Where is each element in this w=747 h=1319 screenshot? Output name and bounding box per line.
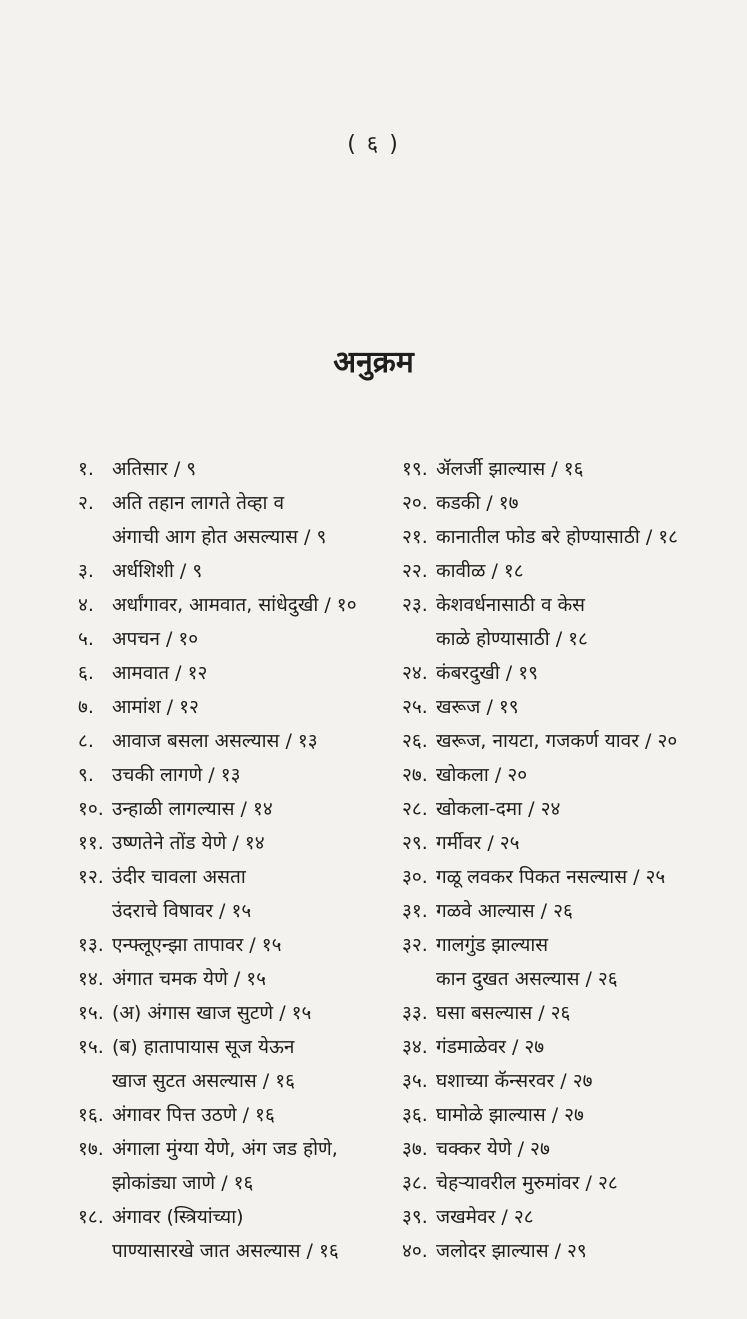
entry-text: काळे होण्यासाठी / १८ [436, 628, 588, 650]
contents-entry [402, 996, 742, 1030]
contents-entry [78, 1200, 398, 1234]
contents-entry [78, 1030, 398, 1064]
entry-number: १८. [78, 1206, 104, 1228]
entry-number: ३७. [402, 1138, 428, 1160]
contents-entry [402, 826, 742, 860]
entry-number: १२. [78, 866, 104, 888]
entry-text: अर्धशिशी / ९ [112, 560, 203, 582]
entry-number: २३. [402, 594, 428, 616]
contents-entry-continuation [402, 962, 742, 996]
entry-text: खाज सुटत असल्यास / १६ [112, 1070, 295, 1092]
entry-number: ७. [78, 696, 94, 718]
contents-entry-continuation [402, 622, 742, 656]
entry-number: ३२. [402, 934, 428, 956]
contents-entry [402, 452, 742, 486]
entry-number: २९. [402, 832, 428, 854]
contents-entry [402, 894, 742, 928]
entry-text: घामोळे झाल्यास / २७ [436, 1104, 584, 1126]
entry-text: कान दुखत असल्यास / २६ [436, 968, 618, 990]
entry-number: २७. [402, 764, 428, 786]
contents-right-column [402, 452, 742, 1268]
entry-text: आवाज बसला असल्यास / १३ [112, 730, 318, 752]
entry-number: २०. [402, 492, 428, 514]
entry-number: २. [78, 492, 94, 514]
entry-number: ३५. [402, 1070, 428, 1092]
entry-text: घसा बसल्यास / २६ [436, 1002, 571, 1024]
entry-text: आमवात / १२ [112, 662, 208, 684]
contents-entry [402, 758, 742, 792]
entry-text: (अ) अंगास खाज सुटणे / १५ [112, 1002, 312, 1024]
contents-entry [78, 452, 398, 486]
entry-number: १. [78, 458, 94, 480]
entry-number: २१. [402, 526, 428, 548]
contents-entry [402, 792, 742, 826]
entry-text: घशाच्या कॅन्सरवर / २७ [436, 1070, 593, 1092]
entry-number: ४०. [402, 1240, 428, 1262]
entry-text: अपचन / १० [112, 628, 199, 650]
entry-number: ११. [78, 832, 104, 854]
entry-text: एन्फ्लूएन्झा तापावर / १५ [112, 934, 282, 956]
entry-number: ३९. [402, 1206, 428, 1228]
contents-entry-continuation [78, 894, 398, 928]
contents-entry [78, 724, 398, 758]
entry-text: केशवर्धनासाठी व केस [436, 594, 586, 616]
entry-text: अंगात चमक येणे / १५ [112, 968, 267, 990]
entry-text: चक्कर येणे / २७ [436, 1138, 550, 1160]
entry-text: उष्णतेने तोंड येणे / १४ [112, 832, 265, 854]
entry-text: उंदराचे विषावर / १५ [112, 900, 252, 922]
entry-text: कावीळ / १८ [436, 560, 524, 582]
entry-number: १७. [78, 1138, 104, 1160]
contents-entry [402, 1234, 742, 1268]
contents-entry [402, 554, 742, 588]
contents-entry [78, 588, 398, 622]
entry-number: १३. [78, 934, 104, 956]
contents-entry-continuation [78, 1234, 398, 1268]
entry-text: अंगावर पित्त उठणे / १६ [112, 1104, 275, 1126]
entry-number: २२. [402, 560, 428, 582]
entry-text: अंगाची आग होत असल्यास / ९ [112, 526, 327, 548]
entry-number: २५. [402, 696, 428, 718]
entry-text: अतिसार / ९ [112, 458, 197, 480]
entry-number: २६. [402, 730, 428, 752]
entry-text: खरूज, नायटा, गजकर्ण यावर / २० [436, 730, 678, 752]
page-number: ( ६ ) [347, 132, 400, 157]
entry-text: गंडमाळेवर / २७ [436, 1036, 545, 1058]
entry-text: (ब) हातापायास सूज येऊन [112, 1036, 295, 1058]
entry-number: २४. [402, 662, 428, 684]
entry-text: ॲलर्जी झाल्यास / १६ [436, 458, 584, 480]
entry-text: कानातील फोड बरे होण्यासाठी / १८ [436, 526, 679, 548]
contents-entry [78, 928, 398, 962]
entry-text: कंबरदुखी / १९ [436, 662, 539, 684]
entry-number: ८. [78, 730, 94, 752]
entry-text: खोकला-दमा / २४ [436, 798, 561, 820]
entry-text: अंगावर (स्त्रियांच्या) [112, 1206, 244, 1228]
entry-number: ३६. [402, 1104, 428, 1126]
entry-number: १५. [78, 1036, 104, 1058]
contents-entry [78, 690, 398, 724]
entry-text: झोकांड्या जाणे / १६ [112, 1172, 254, 1194]
contents-entry [402, 928, 742, 962]
contents-entry [78, 554, 398, 588]
contents-entry [402, 486, 742, 520]
entry-text: गळू लवकर पिकत नसल्यास / २५ [436, 866, 666, 888]
entry-number: १६. [78, 1104, 104, 1126]
entry-number: ३. [78, 560, 94, 582]
entry-number: ३०. [402, 866, 428, 888]
entry-number: १५. [78, 1002, 104, 1024]
entry-number: २८. [402, 798, 428, 820]
entry-text: गळवे आल्यास / २६ [436, 900, 573, 922]
contents-entry [402, 588, 742, 622]
contents-entry [78, 758, 398, 792]
entry-text: अर्धांगावर, आमवात, सांधेदुखी / १० [112, 594, 357, 616]
contents-entry-continuation [78, 1166, 398, 1200]
contents-entry [402, 1064, 742, 1098]
entry-number: ३४. [402, 1036, 428, 1058]
contents-entry [78, 486, 398, 520]
contents-entry [78, 792, 398, 826]
entry-text: अति तहान लागते तेव्हा व [112, 492, 285, 514]
contents-entry [78, 622, 398, 656]
entry-text: गालगुंड झाल्यास [436, 934, 549, 956]
contents-entry [78, 1098, 398, 1132]
contents-entry [78, 996, 398, 1030]
contents-entry [78, 656, 398, 690]
contents-entry [78, 1132, 398, 1166]
contents-entry-continuation [78, 520, 398, 554]
contents-entry [78, 860, 398, 894]
contents-entry [402, 860, 742, 894]
entry-text: पाण्यासारखे जात असल्यास / १६ [112, 1240, 339, 1262]
entry-text: कडकी / १७ [436, 492, 519, 514]
contents-heading: अनुक्रम [333, 345, 414, 380]
contents-entry [402, 1132, 742, 1166]
entry-text: खरूज / १९ [436, 696, 519, 718]
entry-text: जखमेवर / २८ [436, 1206, 534, 1228]
entry-text: उचकी लागणे / १३ [112, 764, 241, 786]
entry-number: ९. [78, 764, 94, 786]
contents-left-column [78, 452, 398, 1268]
entry-text: जलोदर झाल्यास / २९ [436, 1240, 587, 1262]
entry-number: ३१. [402, 900, 428, 922]
contents-entry [402, 724, 742, 758]
contents-entry [402, 690, 742, 724]
entry-text: चेहऱ्यावरील मुरुमांवर / २८ [436, 1172, 618, 1194]
contents-entry [78, 962, 398, 996]
contents-entry [402, 1098, 742, 1132]
entry-text: अंगाला मुंग्या येणे, अंग जड होणे, [112, 1138, 338, 1160]
contents-entry-continuation [78, 1064, 398, 1098]
entry-number: १०. [78, 798, 104, 820]
entry-text: खोकला / २० [436, 764, 528, 786]
contents-entry [402, 1200, 742, 1234]
entry-number: ३३. [402, 1002, 428, 1024]
contents-entry [402, 1166, 742, 1200]
contents-entry [402, 520, 742, 554]
contents-entry [402, 656, 742, 690]
entry-text: उंदीर चावला असता [112, 866, 246, 888]
entry-number: १४. [78, 968, 104, 990]
contents-entry [402, 1030, 742, 1064]
entry-number: ५. [78, 628, 94, 650]
entry-number: ३८. [402, 1172, 428, 1194]
entry-number: ४. [78, 594, 94, 616]
entry-text: गर्मीवर / २५ [436, 832, 520, 854]
entry-text: उन्हाळी लागल्यास / १४ [112, 798, 273, 820]
entry-number: १९. [402, 458, 428, 480]
entry-number: ६. [78, 662, 94, 684]
entry-text: आमांश / १२ [112, 696, 199, 718]
contents-entry [78, 826, 398, 860]
